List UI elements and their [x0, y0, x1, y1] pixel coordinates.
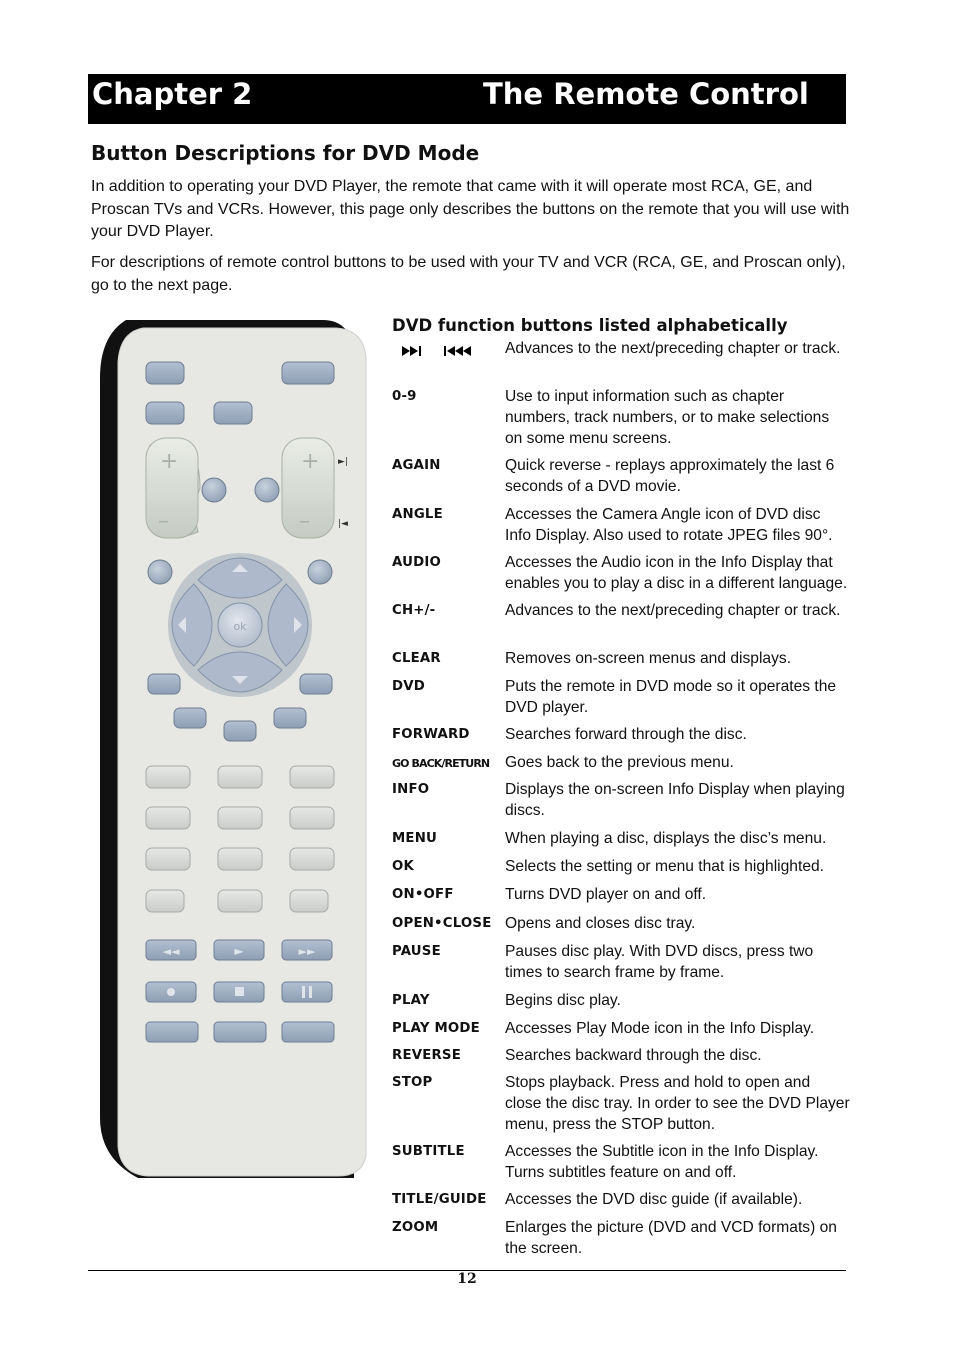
svg-text:–: – — [299, 509, 310, 534]
remote-control-illustration — [98, 318, 368, 1180]
item-term: PLAY — [392, 993, 430, 1008]
item-term: STOP — [392, 1075, 433, 1090]
svg-text:►►: ►► — [298, 945, 316, 958]
ok-button-label: ok — [233, 620, 247, 633]
item-term: AGAIN — [392, 458, 441, 473]
item-term: ON•OFF — [392, 887, 454, 902]
chapter-header-bar — [88, 74, 846, 124]
item-term: TITLE/GUIDE — [392, 1192, 487, 1207]
svg-text:+: + — [301, 449, 320, 474]
item-term: 0-9 — [392, 389, 417, 404]
item-description: Turns DVD player on and off. — [505, 886, 707, 903]
item-term: CLEAR — [392, 651, 441, 666]
section-heading: Button Descriptions for DVD Mode — [91, 141, 480, 165]
svg-text:+: + — [160, 449, 179, 474]
item-description: Accesses Play Mode icon in the Info Display. — [505, 1020, 815, 1037]
item-term: FORWARD — [392, 727, 470, 742]
item-description: Quick reverse - replays approximately the last 6 seconds of a DVD movie. — [505, 457, 835, 495]
item-term: DVD — [392, 679, 425, 694]
svg-text:◄◄: ◄◄ — [162, 945, 180, 958]
svg-text:|◄: |◄ — [338, 519, 348, 529]
item-description: Enlarges the picture (DVD and VCD formats) on the screen. — [505, 1219, 837, 1257]
item-term: INFO — [392, 782, 430, 797]
item-description: Use to input information such as chapter numbers, track numbers, or to make selections on some menu screens. — [505, 388, 830, 447]
chapter-title: The Remote Control — [483, 77, 809, 111]
item-description: Goes back to the previous menu. — [505, 754, 734, 771]
item-description: Puts the remote in DVD mode so it operates the DVD player. — [505, 678, 837, 716]
intro-paragraph: In addition to operating your DVD Player, the remote that came with it will operate most RCA, GE, and Proscan TVs and VCRs. However, this page only describes the buttons on the remote that you will use with your DVD Player. — [91, 178, 850, 240]
item-description: Begins disc play. — [505, 992, 621, 1009]
item-term: CH+/- — [392, 603, 436, 618]
item-description: Accesses the Camera Angle icon of DVD disc Info Display. Also used to rotate JPEG files 90°. — [505, 506, 833, 544]
list-heading: DVD function buttons listed alphabetically — [392, 316, 788, 335]
item-term: OK — [392, 859, 415, 874]
item-description: Accesses the DVD disc guide (if available). — [505, 1191, 803, 1208]
item-description: When playing a disc, displays the disc’s menu. — [505, 830, 827, 847]
skip-next-icon — [402, 346, 421, 356]
item-term: PLAY MODE — [392, 1021, 480, 1036]
intro-paragraph: For descriptions of remote control buttons to be used with your TV and VCR (RCA, GE, and Proscan only), go to the next page. — [91, 254, 846, 294]
item-term: ANGLE — [392, 507, 443, 522]
item-description: Opens and closes disc tray. — [505, 915, 696, 932]
page-number: 12 — [457, 1271, 477, 1287]
item-description: Searches backward through the disc. — [505, 1047, 762, 1064]
item-description: Advances to the next/preceding chapter or track. — [505, 602, 841, 619]
item-description: Removes on-screen menus and displays. — [505, 650, 792, 667]
item-description: Advances to the next/preceding chapter or track. — [505, 340, 841, 357]
svg-text:–: – — [158, 509, 169, 534]
skip-previous-icon — [444, 346, 471, 356]
item-description: Stops playback. Press and hold to open and close the disc tray. In order to see the DVD Player menu, press the STOP button. — [505, 1074, 850, 1133]
item-term: AUDIO — [392, 555, 441, 570]
svg-text:►|: ►| — [338, 457, 348, 467]
item-term: SUBTITLE — [392, 1144, 465, 1159]
item-description: Searches forward through the disc. — [505, 726, 747, 743]
item-description: Accesses the Subtitle icon in the Info Display. Turns subtitles feature on and off. — [505, 1143, 819, 1181]
svg-text:►: ► — [234, 944, 244, 958]
skip-icons — [400, 344, 480, 358]
item-term: REVERSE — [392, 1048, 461, 1063]
item-term: PAUSE — [392, 944, 441, 959]
item-description: Accesses the Audio icon in the Info Display that enables you to play a disc in a different language. — [505, 554, 848, 592]
chapter-label: Chapter 2 — [92, 77, 253, 111]
item-term: ZOOM — [392, 1220, 439, 1235]
item-description: Selects the setting or menu that is highlighted. — [505, 858, 824, 875]
item-description: Pauses disc play. With DVD discs, press two times to search frame by frame. — [505, 943, 814, 981]
item-description: Displays the on-screen Info Display when playing discs. — [505, 781, 845, 819]
item-term: GO BACK/RETURN — [392, 757, 490, 770]
item-term: MENU — [392, 831, 438, 846]
item-term: OPEN•CLOSE — [392, 916, 492, 931]
